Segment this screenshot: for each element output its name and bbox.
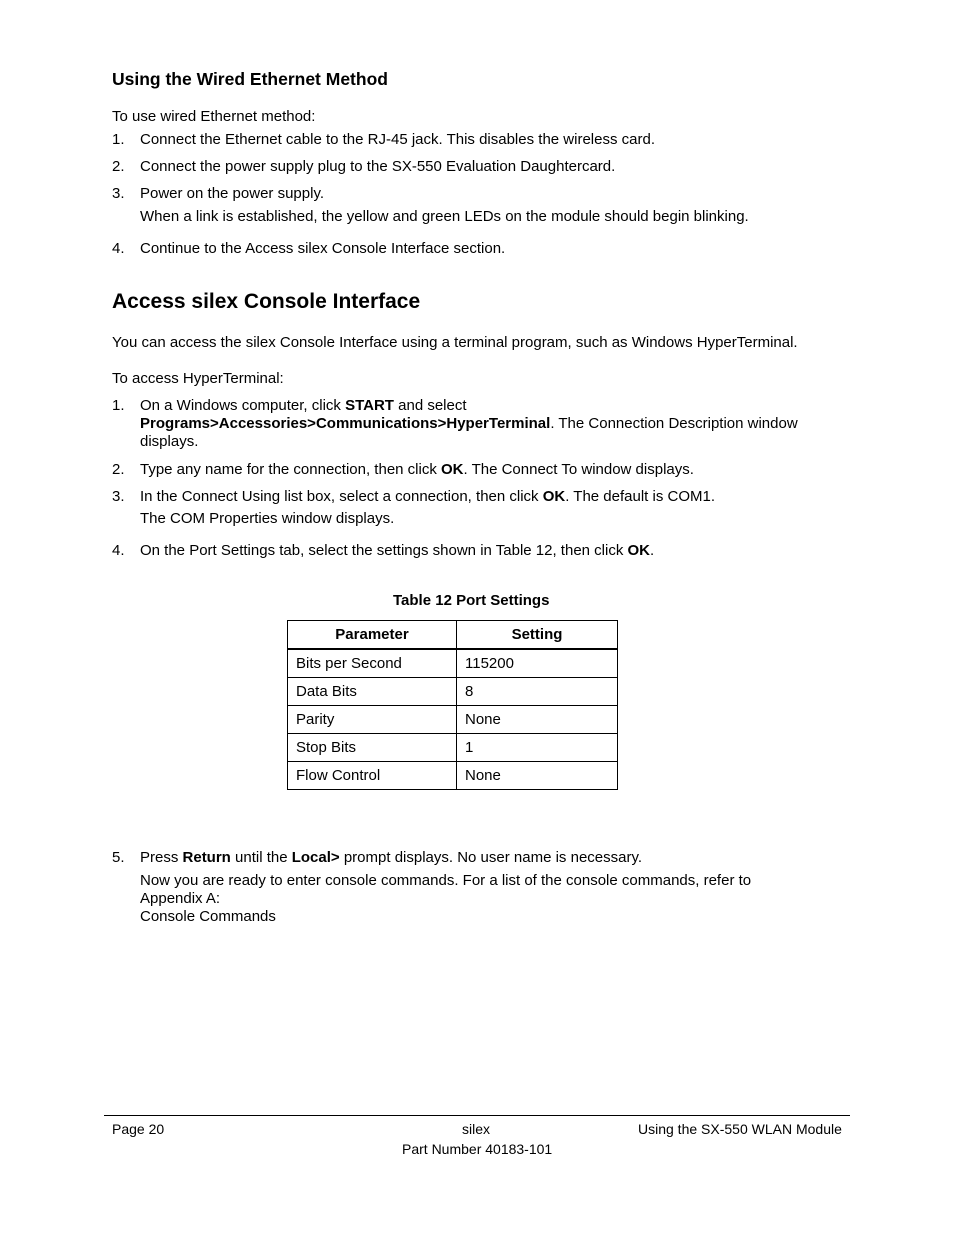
list-number: 2.	[112, 158, 125, 175]
list-item: Power on the power supply.	[140, 185, 324, 202]
table-cell: None	[457, 762, 618, 790]
list-item-note: When a link is established, the yellow and green LEDs on the module should begin blinking.	[140, 208, 749, 225]
table-header-cell: Parameter	[288, 621, 457, 650]
text-run: Appendix A:	[140, 890, 221, 907]
table-row	[288, 734, 618, 762]
list-number: 4.	[112, 542, 125, 559]
text-run: On the Port Settings tab, select the settings shown in Table 12, then click	[140, 542, 628, 559]
table-cell: Flow Control	[288, 762, 457, 790]
table-cell: 1	[457, 734, 618, 762]
text-run: On a Windows computer, click	[140, 397, 346, 414]
section-heading-wired: Using the Wired Ethernet Method	[112, 69, 388, 89]
text-run: In the Connect Using list box, select a connection, then click	[140, 488, 543, 505]
list-number: 4.	[112, 240, 125, 257]
list-number: 2.	[112, 461, 125, 478]
footer-part-number: Part Number 40183-101	[402, 1141, 553, 1157]
list-number: 5.	[112, 849, 125, 866]
table-cell: 115200	[457, 649, 618, 678]
footer-divider	[104, 1115, 850, 1116]
console-intro: You can access the silex Console Interface using a terminal program, such as Windows HyperTerminal.	[112, 334, 798, 351]
footer-page-number: Page 20	[112, 1121, 165, 1137]
bold-run: START	[345, 397, 394, 414]
table-cell: Data Bits	[288, 678, 457, 706]
list-number: 3.	[112, 185, 125, 202]
list-item: Continue to the Access silex Console Interface section.	[140, 240, 506, 257]
bold-run: OK	[542, 488, 566, 505]
table-row	[288, 706, 618, 734]
list-number: 3.	[112, 488, 125, 505]
bold-run: OK	[627, 542, 650, 559]
text-run: and select	[393, 397, 467, 414]
table-caption: Table 12 Port Settings	[393, 592, 550, 609]
text-run: Console Commands	[140, 908, 276, 925]
text-run: Now you are ready to enter console commands. For a list of the console commands, refer to	[140, 872, 752, 889]
list-item	[140, 542, 840, 560]
text-run: . The Connection Description window displays.	[140, 415, 798, 450]
list-item	[140, 461, 840, 479]
table-header-row	[288, 621, 618, 650]
bold-run: Return	[182, 849, 231, 866]
port-settings-table	[287, 620, 618, 790]
section-heading-console: Access silex Console Interface	[112, 290, 421, 313]
list-item-note	[140, 872, 840, 926]
footer-company: silex	[462, 1121, 491, 1137]
text-run: . The default is COM1.	[565, 488, 716, 505]
wired-intro: To use wired Ethernet method:	[112, 108, 316, 125]
table-cell: 8	[457, 678, 618, 706]
text-run: until the	[230, 849, 292, 866]
console-intro-2: To access HyperTerminal:	[112, 370, 284, 387]
text-run: . The Connect To window displays.	[463, 461, 694, 478]
list-item	[140, 849, 840, 867]
table-cell: Parity	[288, 706, 457, 734]
bold-run: Local>	[291, 849, 340, 866]
list-item: Connect the power supply plug to the SX-550 Evaluation Daughtercard.	[140, 158, 616, 175]
table-cell: None	[457, 706, 618, 734]
list-item	[140, 488, 840, 506]
text-run: prompt displays. No user name is necessary.	[339, 849, 643, 866]
table-header-cell: Setting	[457, 621, 618, 650]
text-run: .	[650, 542, 655, 559]
text-run: Press	[140, 849, 183, 866]
table-row	[288, 649, 618, 678]
table-cell: Bits per Second	[288, 649, 457, 678]
list-item	[140, 397, 840, 451]
text-run: Type any name for the connection, then click	[140, 461, 442, 478]
bold-run: Programs>Accessories>Communications>HyperTerminal	[140, 415, 551, 432]
list-item-note: The COM Properties window displays.	[140, 510, 395, 527]
table-row	[288, 678, 618, 706]
list-number: 1.	[112, 131, 125, 148]
footer-doc-title: Using the SX-550 WLAN Module	[638, 1121, 842, 1137]
table-cell: Stop Bits	[288, 734, 457, 762]
list-number: 1.	[112, 397, 125, 414]
list-item: Connect the Ethernet cable to the RJ-45 jack. This disables the wireless card.	[140, 131, 655, 148]
bold-run: OK	[441, 461, 464, 478]
table-row	[288, 762, 618, 790]
